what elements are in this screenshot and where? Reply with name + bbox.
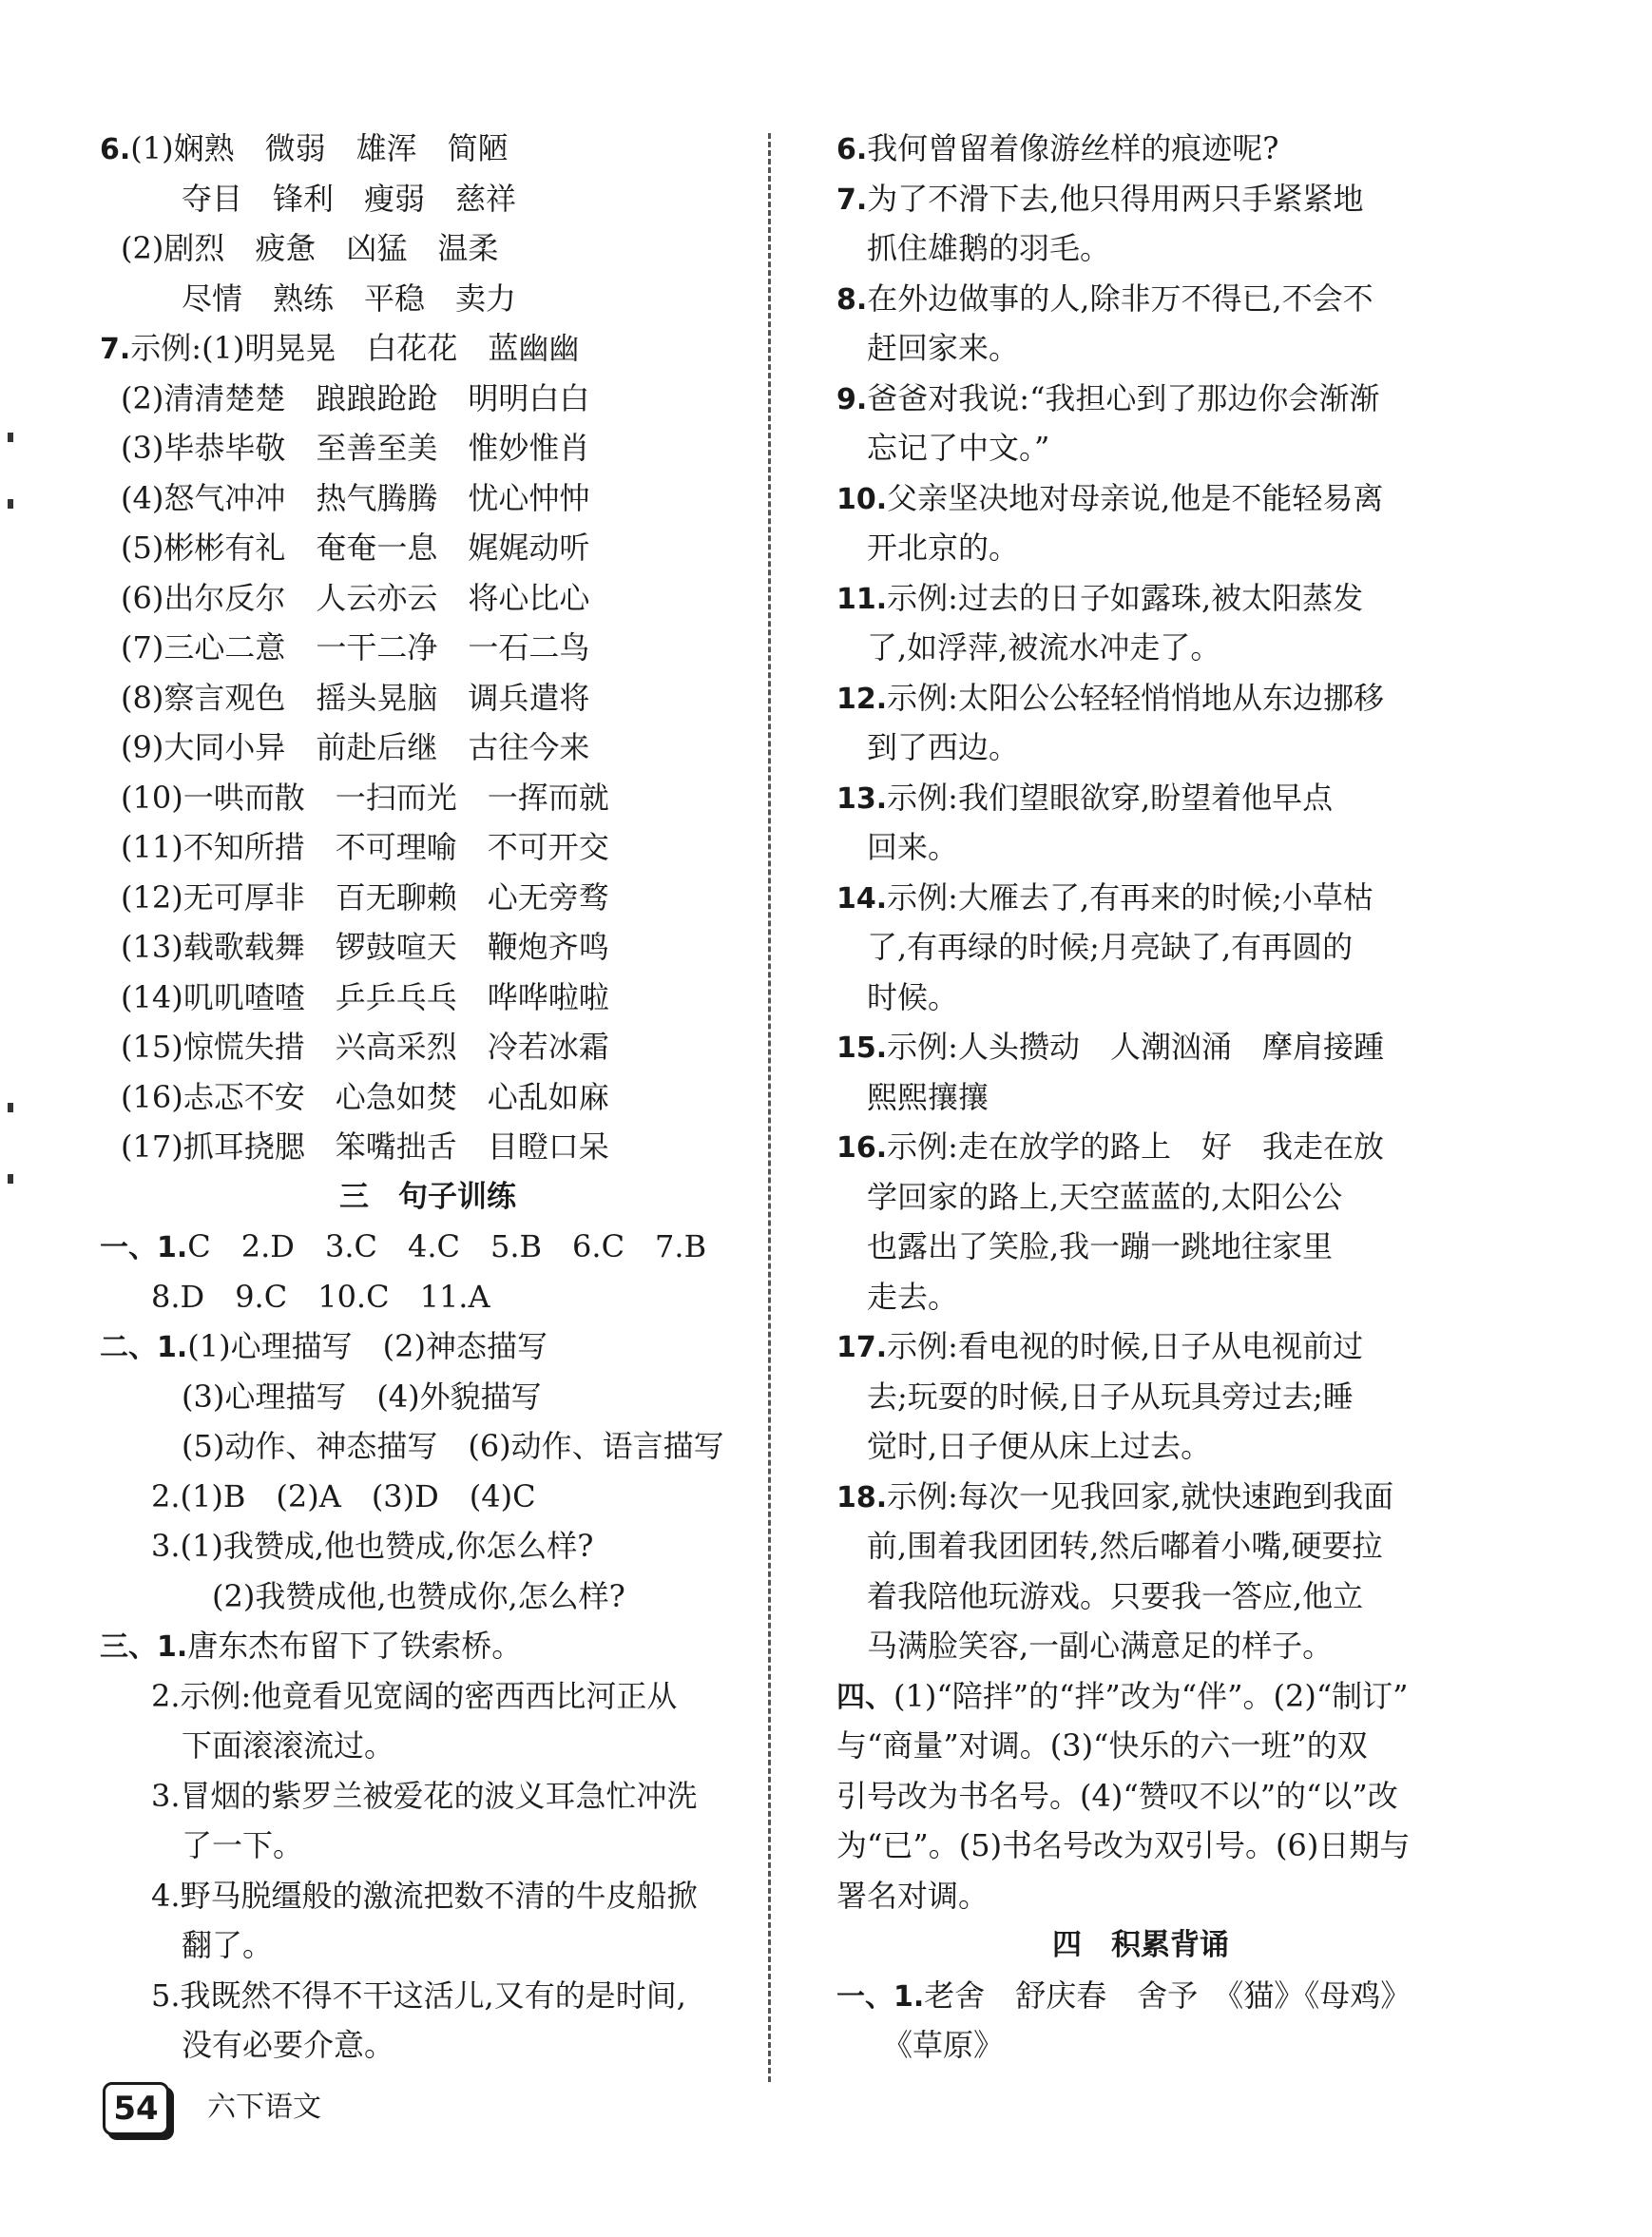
answer-line xyxy=(100,174,756,224)
answer-line xyxy=(100,1472,756,1522)
question-number: 一、1. xyxy=(836,1979,925,2014)
question-number: 13. xyxy=(836,781,888,816)
answer-text: 8.D 9.C 10.C 11.A xyxy=(121,1278,490,1315)
answer-line xyxy=(836,1771,1445,1822)
answer-line xyxy=(836,274,1445,324)
answer-line xyxy=(100,573,756,624)
answer-text: 了,如浮萍,被流水冲走了。 xyxy=(836,629,1221,665)
answer-line xyxy=(100,1971,756,2021)
answer-line xyxy=(836,573,1445,624)
answer-text: (16)忐忑不安 心急如焚 心乱如麻 xyxy=(121,1078,609,1115)
answer-text: (10)一哄而散 一扫而光 一挥而就 xyxy=(121,779,609,816)
answer-text: 没有必要介意。 xyxy=(121,2027,395,2063)
column-divider xyxy=(768,133,771,2082)
answer-text: 示例:人头攒动 人潮汹涌 摩肩接踵 xyxy=(887,1029,1384,1065)
answer-line xyxy=(100,723,756,773)
binding-mark xyxy=(8,1174,13,1184)
answer-text: 2.(1)B (2)A (3)D (4)C xyxy=(121,1477,536,1514)
answer-text: 5.我既然不得不干这活儿,又有的是时间, xyxy=(121,1977,686,2014)
answer-text: 去;玩耍的时候,日子从玩具旁过去;睡 xyxy=(836,1378,1354,1415)
answer-line xyxy=(100,1621,756,1671)
answer-line xyxy=(836,174,1445,224)
binding-mark xyxy=(8,433,13,442)
answer-line xyxy=(100,2020,756,2071)
answer-text: 下面滚滚流过。 xyxy=(121,1727,395,1764)
answer-line xyxy=(100,1272,756,1322)
answer-line xyxy=(100,523,756,573)
answer-line xyxy=(100,473,756,524)
answer-line xyxy=(836,124,1445,174)
answer-line xyxy=(100,1421,756,1472)
answer-text: 开北京的。 xyxy=(836,530,1020,566)
answer-text: 时候。 xyxy=(836,978,959,1015)
answer-line xyxy=(100,1821,756,1871)
answer-line xyxy=(100,873,756,923)
answer-text: 了,有再绿的时候;月亮缺了,有再圆的 xyxy=(836,929,1354,965)
answer-text: 觉时,日子便从床上过去。 xyxy=(836,1428,1212,1464)
answer-line xyxy=(100,1122,756,1172)
answer-text: 走去。 xyxy=(836,1278,959,1315)
answer-line xyxy=(836,423,1445,473)
answer-line xyxy=(100,274,756,324)
answer-text: (9)大同小异 前赴后继 古往今来 xyxy=(121,729,590,765)
answer-text: C 2.D 3.C 4.C 5.B 6.C 7.B xyxy=(187,1228,707,1264)
right-column xyxy=(836,124,1445,2071)
answer-text: 夺目 锋利 瘦弱 慈祥 xyxy=(121,180,517,217)
answer-text: (3)心理描写 (4)外貌描写 xyxy=(121,1378,542,1415)
answer-line xyxy=(100,1072,756,1123)
section-heading-text: 三 句子训练 xyxy=(339,1179,516,1214)
answer-text: 马满脸笑容,一副心满意足的样子。 xyxy=(836,1628,1334,1664)
answer-text: (5)彬彬有礼 奄奄一息 娓娓动听 xyxy=(121,530,590,566)
answer-text: 在外边做事的人,除非万不得已,不会不 xyxy=(867,280,1373,317)
answer-text: (1)娴熟 微弱 雄浑 简陋 xyxy=(130,130,509,166)
question-number: 15. xyxy=(836,1032,888,1065)
answer-line xyxy=(836,822,1445,873)
answer-line xyxy=(836,1321,1445,1372)
answer-text: 熙熙攘攘 xyxy=(836,1078,989,1115)
answer-text: (12)无可厚非 百无聊赖 心无旁骛 xyxy=(121,878,609,916)
answer-line xyxy=(100,1871,756,1921)
answer-text: (6)出尔反尔 人云亦云 将心比心 xyxy=(121,579,590,616)
answer-line xyxy=(836,922,1445,973)
answer-line xyxy=(100,323,756,374)
answer-line xyxy=(100,223,756,274)
answer-text: (15)惊慌失措 兴高采烈 冷若冰霜 xyxy=(121,1029,609,1065)
answer-line xyxy=(100,1920,756,1971)
answer-text: 我何曾留着像游丝样的痕迹呢? xyxy=(867,130,1279,166)
answer-text: 到了西边。 xyxy=(836,729,1020,765)
answer-text: (14)叽叽喳喳 乒乒乓乓 哗哗啦啦 xyxy=(121,978,609,1015)
answer-line xyxy=(100,1022,756,1072)
question-number: 二、1. xyxy=(100,1331,188,1364)
answer-line xyxy=(836,1572,1445,1622)
question-number: 一、1. xyxy=(100,1231,188,1264)
answer-line xyxy=(836,1871,1445,1921)
question-number: 18. xyxy=(836,1480,888,1514)
answer-line xyxy=(100,673,756,723)
question-number: 7. xyxy=(100,333,131,366)
answer-line xyxy=(836,1372,1445,1422)
question-number: 17. xyxy=(836,1331,888,1364)
answer-text: 3.冒烟的紫罗兰被爱花的波义耳急忙冲洗 xyxy=(121,1777,698,1814)
answer-text: 赶回家来。 xyxy=(836,330,1020,366)
answer-text: 了一下。 xyxy=(121,1827,304,1863)
section-heading xyxy=(836,1920,1445,1971)
answer-line xyxy=(836,1222,1445,1272)
answer-text: 回来。 xyxy=(836,829,959,865)
answer-line xyxy=(836,1971,1445,2021)
answer-text: 示例:每次一见我回家,就快速跑到我面 xyxy=(887,1477,1394,1514)
answer-text: 示例:(1)明晃晃 白花花 蓝幽幽 xyxy=(130,330,580,366)
answer-text: (2)我赞成他,也赞成你,怎么样? xyxy=(121,1577,625,1614)
answer-line xyxy=(100,1671,756,1722)
answer-line xyxy=(100,623,756,673)
answer-line xyxy=(100,1521,756,1572)
answer-line xyxy=(836,1472,1445,1522)
answer-line xyxy=(100,1572,756,1622)
answer-text: 示例:看电视的时候,日子从电视前过 xyxy=(887,1328,1364,1364)
answer-line xyxy=(100,1771,756,1822)
answer-line xyxy=(100,773,756,823)
answer-text: (1)“陪拌”的“拌”改为“伴”。(2)“制订” xyxy=(893,1677,1409,1714)
answer-text: 忘记了中文。” xyxy=(836,430,1050,466)
answer-line xyxy=(836,1821,1445,1871)
answer-text: 示例:大雁去了,有再来的时候;小草枯 xyxy=(887,878,1373,916)
answer-text: 《草原》 xyxy=(836,2027,1005,2063)
answer-line xyxy=(836,673,1445,723)
question-number: 三、1. xyxy=(100,1630,188,1664)
answer-text: (2)清清楚楚 踉踉跄跄 明明白白 xyxy=(121,379,590,416)
answer-text: 署名对调。 xyxy=(836,1877,989,1914)
answer-line xyxy=(100,124,756,174)
question-number: 7. xyxy=(836,183,868,217)
answer-line xyxy=(100,1721,756,1771)
answer-text: (3)毕恭毕敬 至善至美 惟妙惟肖 xyxy=(121,430,590,466)
question-number: 9. xyxy=(836,382,868,416)
question-number: 10. xyxy=(836,482,888,516)
answer-text: 抓住雄鹅的羽毛。 xyxy=(836,230,1111,266)
answer-line xyxy=(836,1022,1445,1072)
answer-text: 为“已”。(5)书名号改为双引号。(6)日期与 xyxy=(836,1827,1411,1863)
answer-text: 老舍 舒庆春 舍予 《猫》《母鸡》 xyxy=(924,1977,1412,2014)
answer-text: (7)三心二意 一干二净 一石二鸟 xyxy=(121,629,590,665)
question-number: 四、 xyxy=(836,1680,893,1714)
book-label: 六下语文 xyxy=(207,2091,321,2124)
answer-text: 与“商量”对调。(3)“快乐的六一班”的双 xyxy=(836,1727,1368,1764)
answer-line xyxy=(100,822,756,873)
left-column xyxy=(100,124,756,2071)
answer-line xyxy=(836,723,1445,773)
question-number: 8. xyxy=(836,282,868,317)
answer-line xyxy=(836,223,1445,274)
answer-text: 示例:走在放学的路上 好 我走在放 xyxy=(887,1128,1384,1165)
answer-text: 3.(1)我赞成,他也赞成,你怎么样? xyxy=(121,1528,594,1564)
answer-text: 也露出了笑脸,我一蹦一跳地往家里 xyxy=(836,1228,1334,1264)
answer-text: 前,围着我团团转,然后嘟着小嘴,硬要拉 xyxy=(836,1528,1383,1564)
binding-mark xyxy=(8,499,13,509)
answer-text: 示例:我们望眼欲穿,盼望着他早点 xyxy=(887,779,1334,816)
answer-line xyxy=(836,1172,1445,1223)
binding-mark xyxy=(8,1103,13,1112)
page-number-badge: 54 xyxy=(103,2082,169,2135)
answer-line xyxy=(836,773,1445,823)
answer-text: 引号改为书名号。(4)“赞叹不以”的“以”改 xyxy=(836,1777,1398,1814)
answer-line xyxy=(836,473,1445,524)
question-number: 12. xyxy=(836,682,888,716)
answer-text: 示例:太阳公公轻轻悄悄地从东边挪移 xyxy=(887,679,1384,716)
answer-line xyxy=(836,973,1445,1023)
section-heading xyxy=(100,1172,756,1223)
question-number: 6. xyxy=(100,133,131,166)
answer-text: (13)载歌载舞 锣鼓喧天 鞭炮齐鸣 xyxy=(121,929,609,965)
answer-line xyxy=(100,423,756,473)
answer-text: 学回家的路上,天空蓝蓝的,太阳公公 xyxy=(836,1178,1343,1215)
answer-line xyxy=(100,1372,756,1422)
answer-text: 父亲坚决地对母亲说,他是不能轻易离 xyxy=(887,479,1384,516)
answer-line xyxy=(100,374,756,424)
answer-text: 爸爸对我说:“我担心到了那边你会渐渐 xyxy=(867,379,1380,416)
answer-text: 唐东杰布留下了铁索桥。 xyxy=(187,1628,523,1664)
answer-line xyxy=(836,1721,1445,1771)
answer-line xyxy=(100,1222,756,1272)
answer-text: (8)察言观色 摇头晃脑 调兵遣将 xyxy=(121,679,590,716)
answer-text: (4)怒气冲冲 热气腾腾 忧心忡忡 xyxy=(121,479,590,516)
question-number: 16. xyxy=(836,1131,888,1165)
answer-line xyxy=(100,1321,756,1372)
answer-line xyxy=(836,873,1445,923)
answer-line xyxy=(836,1272,1445,1322)
question-number: 6. xyxy=(836,133,868,166)
answer-text: 4.野马脱缰般的激流把数不清的牛皮船掀 xyxy=(121,1877,698,1914)
answer-line xyxy=(836,323,1445,374)
answer-text: 翻了。 xyxy=(121,1927,274,1963)
answer-text: 为了不滑下去,他只得用两只手紧紧地 xyxy=(867,180,1364,217)
answer-line xyxy=(836,1072,1445,1123)
answer-line xyxy=(836,1122,1445,1172)
answer-line xyxy=(836,1421,1445,1472)
answer-text: 着我陪他玩游戏。只要我一答应,他立 xyxy=(836,1577,1364,1614)
answer-line xyxy=(836,374,1445,424)
answer-text: (2)剧烈 疲惫 凶猛 温柔 xyxy=(121,230,499,266)
answer-line xyxy=(100,922,756,973)
answer-text: (1)心理描写 (2)神态描写 xyxy=(187,1328,547,1364)
answer-text: 示例:过去的日子如露珠,被太阳蒸发 xyxy=(887,579,1364,616)
answer-text: (17)抓耳挠腮 笨嘴拙舌 目瞪口呆 xyxy=(121,1128,609,1165)
answer-text: 尽情 熟练 平稳 卖力 xyxy=(121,280,517,317)
answer-line xyxy=(836,2020,1445,2071)
question-number: 14. xyxy=(836,881,888,916)
answer-text: (11)不知所措 不可理喻 不可开交 xyxy=(121,829,609,865)
answer-line xyxy=(836,1671,1445,1722)
answer-line xyxy=(836,1621,1445,1671)
answer-line xyxy=(100,973,756,1023)
answer-line xyxy=(836,523,1445,573)
answer-text: (5)动作、神态描写 (6)动作、语言描写 xyxy=(121,1428,724,1464)
answer-line xyxy=(836,1521,1445,1572)
question-number: 11. xyxy=(836,582,888,616)
answer-line xyxy=(836,623,1445,673)
section-heading-text: 四 积累背诵 xyxy=(1052,1928,1229,1962)
answer-text: 2.示例:他竟看见宽阔的密西西比河正从 xyxy=(121,1677,678,1714)
